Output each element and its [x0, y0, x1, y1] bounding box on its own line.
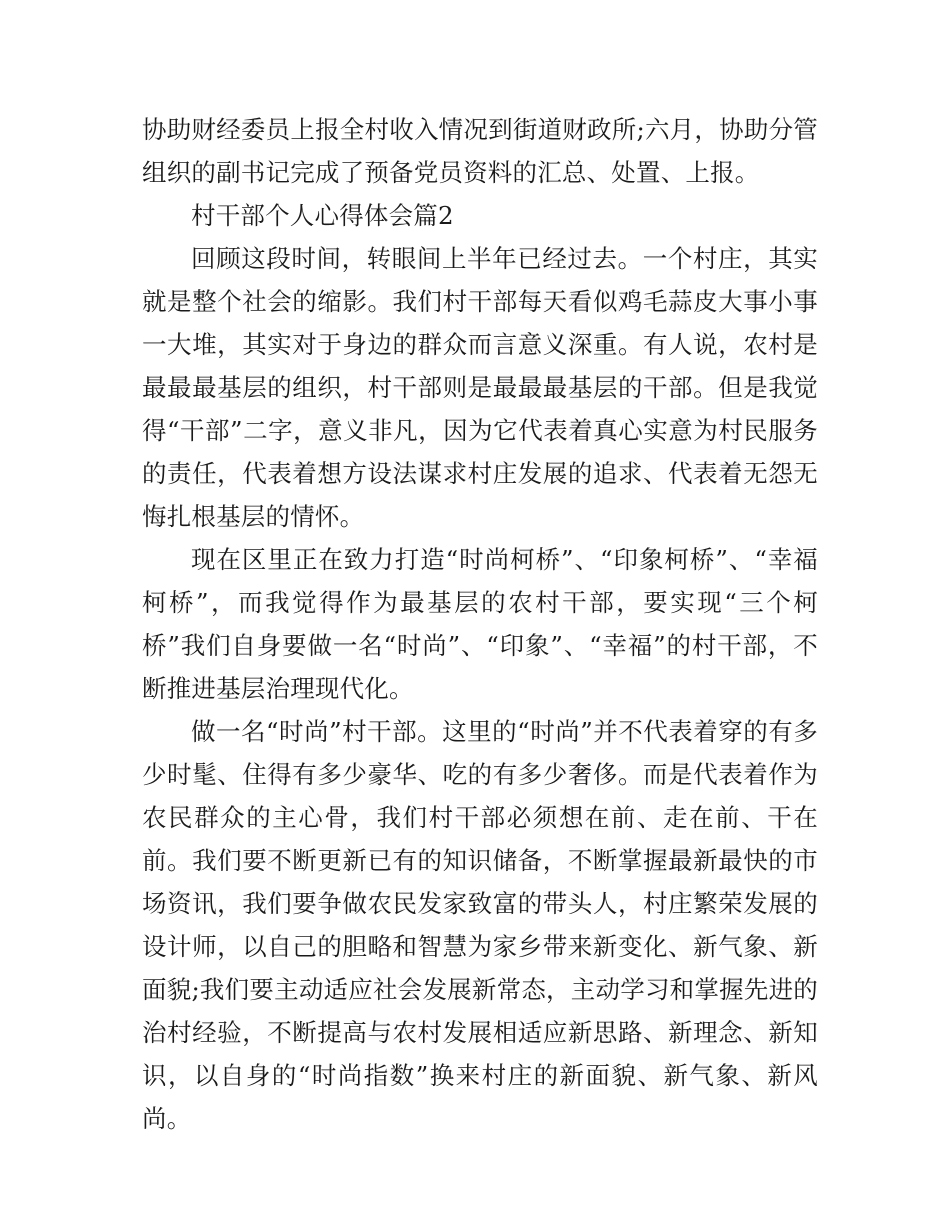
section-heading: 村干部个人心得体会篇2	[191, 201, 454, 230]
paragraph-district: 现在区里正在致力打造“时尚柯桥”、“印象柯桥”、“幸福柯桥”，而我觉得作为最基层的农村干部，要实现“三个柯桥”我们自身要做一名“时尚”、“印象”、“幸福”的村干部，不断推进基层治理现代化。	[142, 545, 818, 703]
paragraph-continuation: 协助财经委员上报全村收入情况到街道财政所;六月，协助分管组织的副书记完成了预备党员资料的汇总、处置、上报。	[142, 115, 818, 187]
paragraph-review: 回顾这段时间，转眼间上半年已经过去。一个村庄，其实就是整个社会的缩影。我们村干部每天看似鸡毛蒜皮大事小事一大堆，其实对于身边的群众而言意义深重。有人说，农村是最最最基层的组织，村干部则是最最最基层的干部。但是我觉得“干部”二字，意义非凡，因为它代表着真心实意为村民服务的责任，代表着想方设法谋求村庄发展的追求、代表着无怨无悔扎根基层的情怀。	[142, 244, 818, 531]
document-body	[142, 108, 818, 1140]
paragraph-fashion-cadre: 做一名“时尚”村干部。这里的“时尚”并不代表着穿的有多少时髦、住得有多少豪华、吃的有多少奢侈。而是代表着作为农民群众的主心骨，我们村干部必须想在前、走在前、干在前。我们要不断更新已有的知识储备，不断掌握最新最快的市场资讯，我们要争做农民发家致富的带头人，村庄繁荣发展的设计师，以自己的胆略和智慧为家乡带来新变化、新气象、新面貌;我们要主动适应社会发展新常态，主动学习和掌握先进的治村经验，不断提高与农村发展相适应新思路、新理念、新知识，以自身的“时尚指数”换来村庄的新面貌、新气象、新风尚。	[142, 717, 818, 1133]
